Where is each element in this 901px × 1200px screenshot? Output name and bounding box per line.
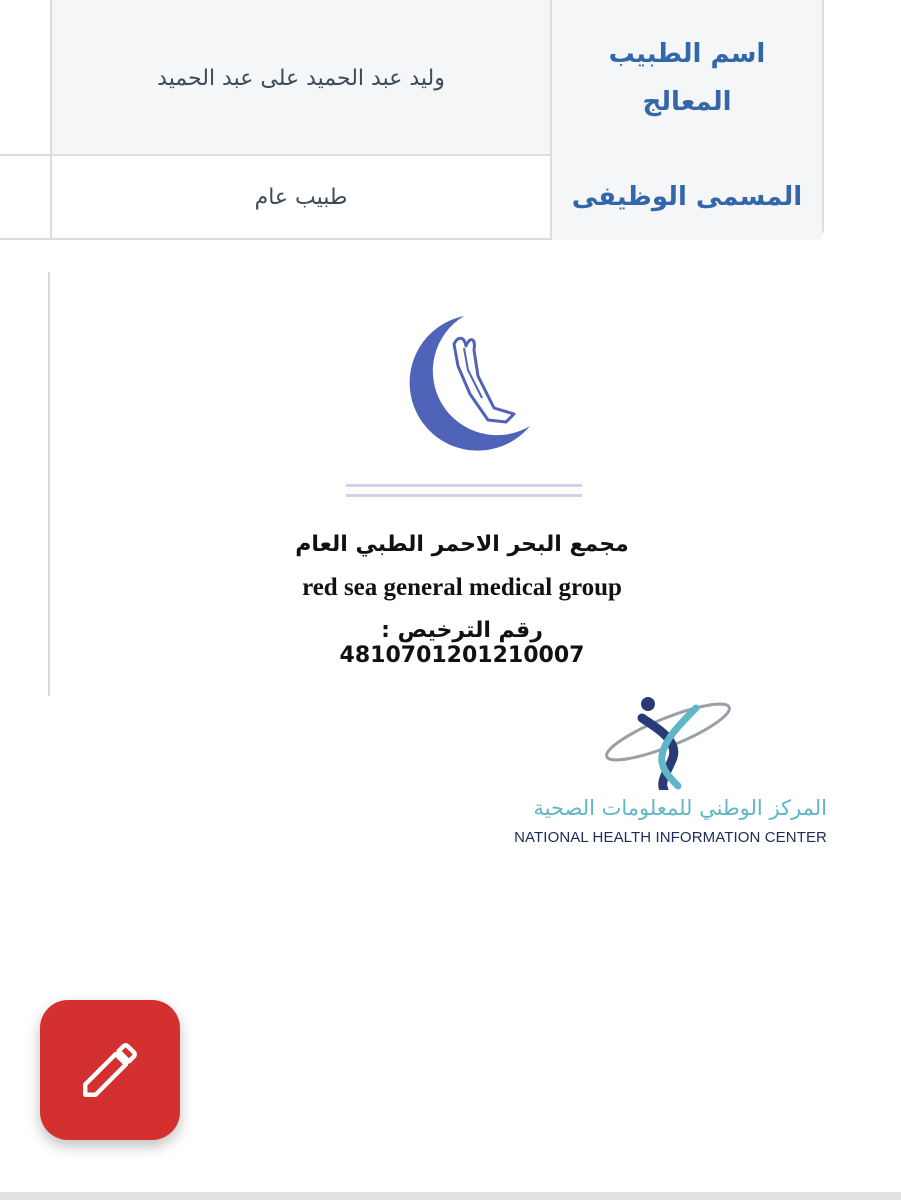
license-number: 4810701201210007 — [339, 643, 585, 668]
doctor-name-value-cell — [52, 0, 552, 154]
doctor-name-header-line2: المعالج — [642, 87, 732, 117]
nhic-name-english: NATIONAL HEALTH INFORMATION CENTER — [514, 829, 827, 846]
doctor-name-header-cell — [552, 0, 822, 154]
license-label: رقم الترخيص : — [381, 618, 543, 643]
blockquote-divider — [48, 272, 50, 696]
table-cell-empty — [0, 0, 52, 154]
pencil-icon — [77, 1037, 143, 1103]
doctor-name-header-line1: اسم الطبيب — [608, 39, 766, 69]
clinic-logo — [346, 296, 582, 508]
job-title-value: طبيب عام — [254, 184, 348, 210]
job-title-header-cell — [552, 154, 822, 240]
logo-rule — [346, 484, 582, 487]
clinic-name-arabic: مجمع البحر الاحمر الطبي العام — [295, 532, 629, 557]
doctor-info-table — [0, 0, 824, 240]
edit-fab-button[interactable] — [40, 1000, 180, 1140]
nhic-name-arabic: المركز الوطني للمعلومات الصحية — [533, 796, 827, 820]
clinic-name-english: red sea general medical group — [302, 574, 622, 601]
job-title-value-cell — [52, 154, 552, 240]
table-cell-empty — [0, 154, 52, 240]
logo-rule — [346, 494, 582, 497]
crescent-swimmer-icon — [346, 296, 582, 508]
table-row — [0, 0, 822, 156]
license-line — [262, 618, 662, 668]
doctor-name-value: وليد عبد الحميد على عبد الحميد — [157, 65, 445, 91]
nhic-dna-icon — [600, 690, 740, 790]
job-title-header: المسمى الوظيفى — [571, 182, 803, 212]
bottom-divider — [0, 1192, 901, 1200]
doctor-name-header — [609, 30, 766, 126]
table-row — [0, 154, 822, 240]
